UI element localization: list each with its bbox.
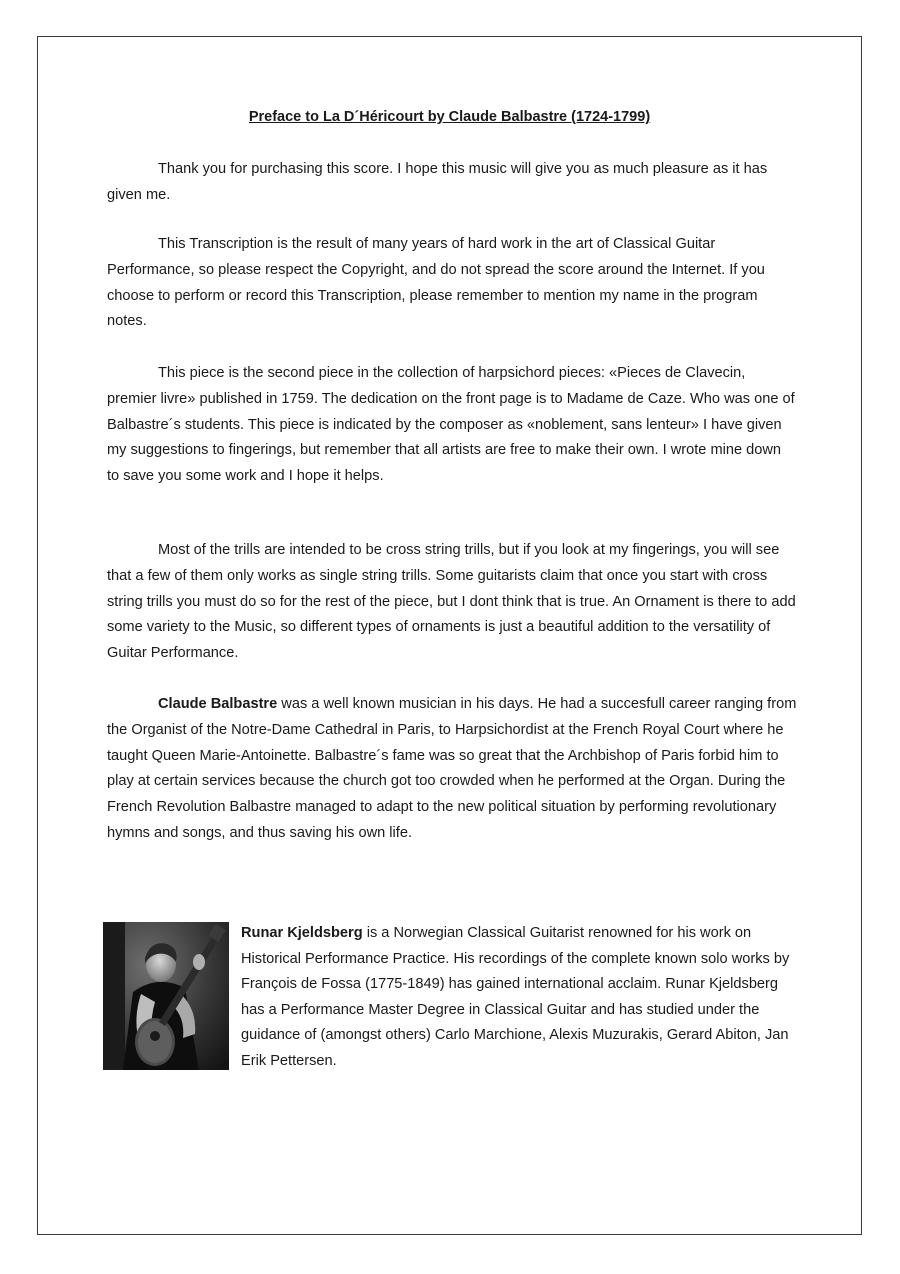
paragraph-trills-text: Most of the trills are intended to be cross string trills, but if you look at my fingerings, you will see that a few of them only works as single string trills. Some guitarists claim that once you start with cross string trills you must do so for the rest of the piece, but I dont think that is true. An Ornament is there to add some variety to the Music, so different types of ornaments is just a beautiful addition to the versatility of Guitar Performance. bbox=[107, 542, 796, 662]
author-bio-text: is a Norwegian Classical Guitarist renowned for his work on Historical Performance Practice. His recordings of the complete known solo works by François de Fossa (1775-1849) has gained international acclaim. Runar Kjeldsberg has a Performance Master Degree in Classical Guitar and has studied under the guidance of (amongst others) Carlo Marchione, Alexis Muzurakis, Gerard Abiton, Jan Erik Pettersen. bbox=[241, 925, 790, 1069]
paragraph-thanks bbox=[107, 157, 797, 209]
document-page bbox=[37, 36, 862, 1235]
author-name: Runar Kjeldsberg bbox=[241, 925, 363, 941]
guitarist-portrait-image bbox=[103, 922, 229, 1070]
paragraph-thanks-text: Thank you for purchasing this score. I hope this music will give you as much pleasure as it has given me. bbox=[107, 161, 768, 203]
paragraph-copyright bbox=[107, 232, 797, 335]
paragraph-collection-text: This piece is the second piece in the collection of harpsichord pieces: «Pieces de Clavecin, premier livre» published in 1759. The dedication on the front page is to Madame de Caze. Who was one of Balbastre´s students. This piece is indicated by the composer as «noblement, sans lenteur» I have given my suggestions to fingerings, but remember that all artists are free to make their own. I wrote mine down to save you some work and I hope it helps. bbox=[107, 365, 795, 485]
paragraph-trills bbox=[107, 538, 797, 667]
page-title: Preface to La D´Héricourt by Claude Balbastre (1724-1799) bbox=[248, 109, 651, 125]
author-bio bbox=[241, 921, 801, 1075]
author-photo bbox=[103, 922, 229, 1070]
composer-name: Claude Balbastre bbox=[158, 696, 278, 712]
paragraph-collection bbox=[107, 361, 797, 490]
paragraph-composer bbox=[107, 692, 797, 847]
paragraph-copyright-text: This Transcription is the result of many years of hard work in the art of Classical Guitar Performance, so please respect the Copyright, and do not spread the score around the Internet. If you choose to perform or record this Transcription, please remember to mention my name in the program notes. bbox=[107, 236, 765, 330]
paragraph-composer-text: was a well known musician in his days. He had a succesfull career ranging from the Organist of the Notre-Dame Cathedral in Paris, to Harpsichordist at the French Royal Court where he taught Queen Marie-Antoinette. Balbastre´s fame was so great that the Archbishop of Paris forbid him to play at certain services because the church got too crowded when he performed at the Organ. During the French Revolution Balbastre managed to adapt to the new political situation by performing revolutionary hymns and songs, and thus saving his own life. bbox=[107, 696, 797, 841]
